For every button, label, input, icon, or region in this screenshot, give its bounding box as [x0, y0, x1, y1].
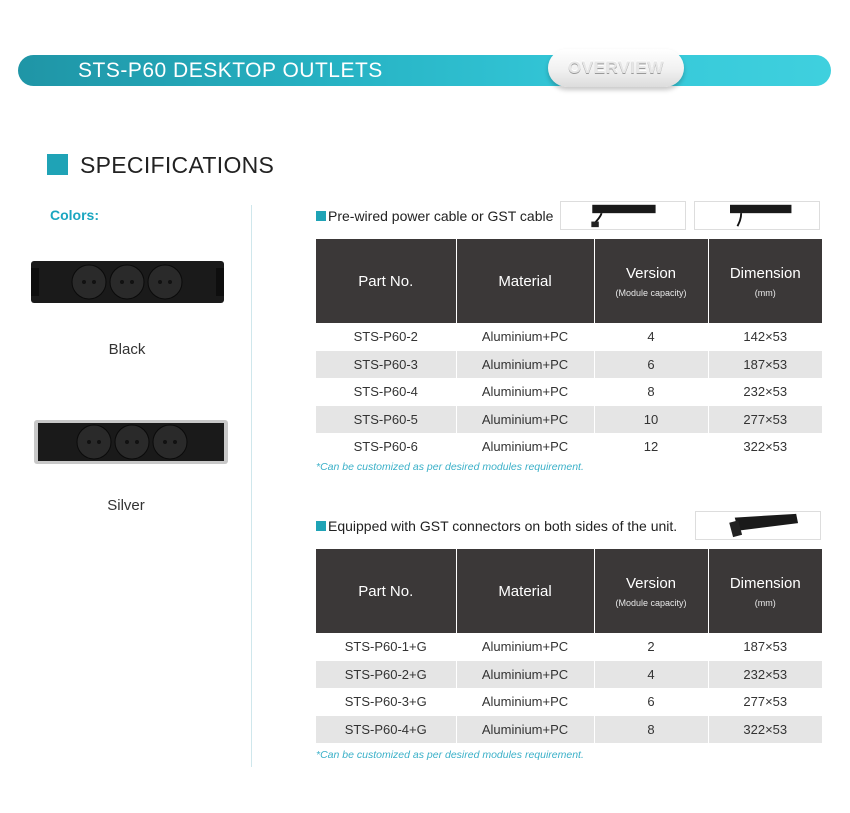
- header-banner: [18, 55, 831, 86]
- cell-dimension: 232×53: [708, 661, 822, 689]
- cell-part-no: STS-P60-2+G: [316, 661, 456, 689]
- table-row: [316, 433, 822, 461]
- overview-button-label: OVERVIEW: [567, 58, 665, 77]
- cell-dimension: 277×53: [708, 406, 822, 434]
- specifications-table-1: [316, 239, 822, 461]
- customization-note-1: *Can be customized as per desired modules requirement.: [316, 461, 584, 473]
- cell-part-no: STS-P60-4: [316, 378, 456, 406]
- table-row: [316, 688, 822, 716]
- cell-material: Aluminium+PC: [456, 716, 594, 744]
- bullet-square-icon: [316, 521, 326, 531]
- cell-dimension: 322×53: [708, 716, 822, 744]
- column-header-material: Material: [456, 549, 594, 633]
- column-header-version: Version (Module capacity): [594, 549, 708, 633]
- cell-part-no: STS-P60-3+G: [316, 688, 456, 716]
- cell-version: 2: [594, 633, 708, 661]
- cell-dimension: 187×53: [708, 351, 822, 379]
- table-row: [316, 716, 822, 744]
- cell-material: Aluminium+PC: [456, 688, 594, 716]
- color-name-black: Black: [108, 341, 146, 358]
- section-marker-icon: [47, 154, 68, 175]
- cell-version: 6: [594, 688, 708, 716]
- bullet-square-icon: [316, 211, 326, 221]
- cell-dimension: 277×53: [743, 694, 788, 710]
- column-divider: [251, 205, 252, 767]
- cell-dimension: 142×53: [743, 329, 788, 345]
- cell-dimension: 232×53: [743, 384, 788, 400]
- section1-heading: [316, 208, 553, 224]
- column-header-dimension: Dimension (mm): [708, 239, 822, 323]
- page-title: STS-P60 DESKTOP OUTLETS: [78, 59, 383, 82]
- section2-heading: [316, 518, 677, 534]
- specifications-title: SPECIFICATIONS: [80, 152, 275, 178]
- cell-material: Aluminium+PC: [456, 633, 594, 661]
- column-header-dimension: Dimension (mm): [708, 549, 822, 633]
- cell-version: 6: [594, 351, 708, 379]
- cell-material: Aluminium+PC: [456, 323, 594, 351]
- power-cable-thumbnail: [560, 201, 686, 230]
- table-row: [316, 406, 822, 434]
- cell-version: 4: [594, 323, 708, 351]
- cell-part-no: STS-P60-6: [316, 433, 456, 461]
- section1-heading-text: Pre-wired power cable or GST cable: [328, 208, 554, 224]
- cell-part-no: STS-P60-5: [316, 406, 456, 434]
- cell-material: Aluminium+PC: [456, 433, 594, 461]
- column-header-version: Version (Module capacity): [594, 239, 708, 323]
- outlet-silver-image: [34, 418, 228, 466]
- table-row: [316, 661, 822, 689]
- section2-heading-text: Equipped with GST connectors on both sides of the unit.: [328, 518, 678, 534]
- cell-part-no: STS-P60-3: [316, 351, 456, 379]
- cell-dimension: 187×53: [743, 639, 788, 655]
- customization-note-2: *Can be customized as per desired modules requirement.: [316, 749, 584, 761]
- cell-material: Aluminium+PC: [456, 351, 594, 379]
- cell-material: Aluminium+PC: [456, 661, 594, 689]
- cell-version: 4: [594, 661, 708, 689]
- cell-material: Aluminium+PC: [456, 406, 594, 434]
- overview-button[interactable]: [548, 49, 684, 87]
- gst-cable-thumbnail: [694, 201, 820, 230]
- cell-dimension: 322×53: [743, 439, 788, 455]
- outlet-black-image: [31, 258, 224, 306]
- cell-version: 12: [594, 433, 708, 461]
- cell-version: 8: [594, 716, 708, 744]
- specifications-table-2: [316, 549, 822, 743]
- table-row: [316, 351, 822, 379]
- table-row: [316, 323, 822, 351]
- color-name-silver: Silver: [107, 497, 145, 514]
- column-header-material: Material: [456, 239, 594, 323]
- cell-part-no: STS-P60-2: [316, 323, 456, 351]
- cell-part-no: STS-P60-4+G: [316, 716, 456, 744]
- table-row: [316, 633, 822, 661]
- cell-version: 10: [594, 406, 708, 434]
- column-header-part-no: Part No.: [316, 549, 456, 633]
- cell-part-no: STS-P60-1+G: [316, 633, 456, 661]
- cell-material: Aluminium+PC: [456, 378, 594, 406]
- column-header-part-no: Part No.: [316, 239, 456, 323]
- cell-version: 8: [594, 378, 708, 406]
- colors-label: Colors:: [50, 207, 99, 223]
- gst-connector-thumbnail: [695, 511, 821, 540]
- table-row: [316, 378, 822, 406]
